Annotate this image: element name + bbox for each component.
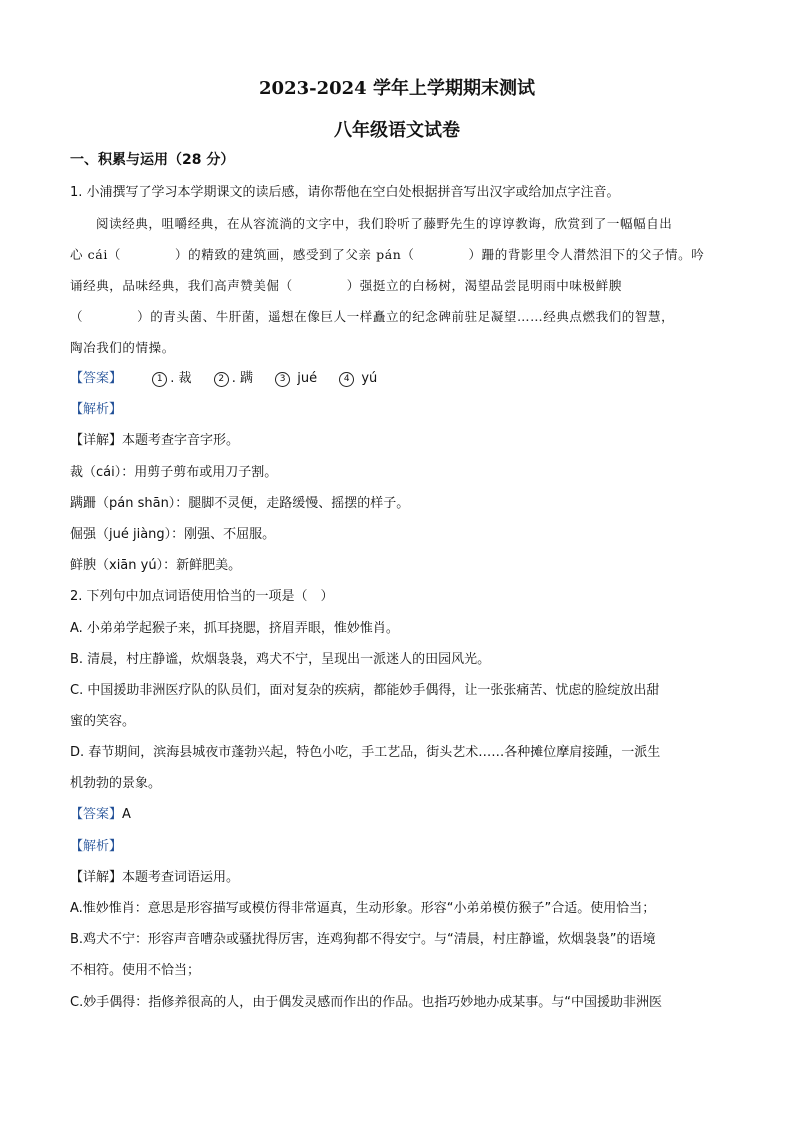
answer-value: A bbox=[122, 807, 131, 822]
option-c: C. 中国援助非洲医疗队的队员们，面对复杂的疾病，都能妙手偶得，让一张张痛苦、忧虑的脸绽放出甜 bbox=[70, 683, 660, 698]
option-b: B. 清晨，村庄静谧，炊烟袅袅，鸡犬不宁，呈现出一派迷人的田园风光。 bbox=[70, 652, 491, 667]
answer-item-1: 1 . 裁 bbox=[152, 370, 191, 388]
passage-line-1: 阅读经典，咀嚼经典，在从容流淌的文字中，我们聆听了藤野先生的谆谆教诲，欣赏到了一幅幅自出 bbox=[96, 216, 673, 231]
answer-item-4: 4 yú bbox=[339, 370, 377, 388]
q2-explanation: B.鸡犬不宁：形容声音嘈杂或骚扰得厉害，连鸡狗都不得安宁。与“清晨，村庄静谧，炊烟袅袅”的语境 bbox=[70, 932, 656, 947]
question-1-stem: 1. 小浦撰写了学习本学期课文的读后感，请你帮他在空白处根据拼音写出汉字或给加点字注音。 bbox=[70, 185, 620, 200]
answer-item-2: 2 . 蹒 bbox=[214, 370, 253, 388]
q1-note: 鲜腴（xiān yú）：新鲜肥美。 bbox=[70, 558, 242, 573]
detail-label: 【详解】 bbox=[70, 870, 123, 885]
section-heading: 一、积累与运用（28 分） bbox=[70, 152, 235, 168]
option-a: A. 小弟弟学起猴子来，抓耳挠腮，挤眉弄眼，惟妙惟肖。 bbox=[70, 621, 399, 636]
passage-line-5: 陶冶我们的情操。 bbox=[70, 340, 175, 355]
answer-item-3: 3 jué bbox=[275, 370, 317, 388]
q2-answer-row bbox=[70, 806, 131, 824]
q2-explanation: C.妙手偶得：指修养很高的人，由于偶发灵感而作出的作品。也指巧妙地办成某事。与“中国援助非洲医 bbox=[70, 995, 662, 1010]
passage-line-3: 诵经典，品味经典，我们高声赞美倔（ ）强挺立的白杨树，渴望品尝昆明雨中味极鲜腴 bbox=[70, 278, 622, 293]
document-subtitle: 八年级语文试卷 bbox=[334, 120, 460, 141]
q1-answer-row bbox=[70, 370, 395, 388]
passage-line-2: 心 cái（ ）的精致的建筑画，感受到了父亲 pán（ ）跚的背影里令人潸然泪下的父子情。吟 bbox=[70, 247, 705, 262]
option-c-cont: 蜜的笑容。 bbox=[70, 714, 136, 729]
option-d: D. 春节期间，滨海县城夜市蓬勃兴起，特色小吃，手工艺品，街头艺术……各种摊位摩肩接踵，一派生 bbox=[70, 745, 661, 760]
q1-analysis-label: 【解析】 bbox=[70, 402, 123, 417]
document-title: 2023-2024 学年上学期期末测试 bbox=[259, 78, 535, 99]
question-2-stem: 2. 下列句中加点词语使用恰当的一项是（ ） bbox=[70, 589, 334, 604]
answer-label: 【答案】 bbox=[70, 371, 123, 386]
q2-explanation: 不相符。使用不恰当； bbox=[70, 963, 201, 978]
option-d-cont: 机勃勃的景象。 bbox=[70, 776, 162, 791]
q2-detail: 【详解】本题考查词语运用。 bbox=[70, 870, 240, 885]
passage-line-4: （ ）的青头菌、牛肝菌，遥想在像巨人一样矗立的纪念碑前驻足凝望……经典点燃我们的智慧， bbox=[70, 309, 675, 324]
q1-note: 蹒跚（pán shān）：腿脚不灵便，走路缓慢、摇摆的样子。 bbox=[70, 496, 410, 511]
q1-note: 裁（cái）：用剪子剪布或用刀子割。 bbox=[70, 465, 278, 480]
detail-label: 【详解】 bbox=[70, 433, 123, 448]
answer-label: 【答案】 bbox=[70, 807, 123, 822]
q2-analysis-label: 【解析】 bbox=[70, 839, 123, 854]
q1-detail: 【详解】本题考查字音字形。 bbox=[70, 433, 240, 448]
q2-explanation: A.惟妙惟肖：意思是形容描写或模仿得非常逼真，生动形象。形容“小弟弟模仿猴子”合适。使用恰当； bbox=[70, 901, 656, 916]
q1-note: 倔强（jué jiàng）：刚强、不屈服。 bbox=[70, 527, 276, 542]
